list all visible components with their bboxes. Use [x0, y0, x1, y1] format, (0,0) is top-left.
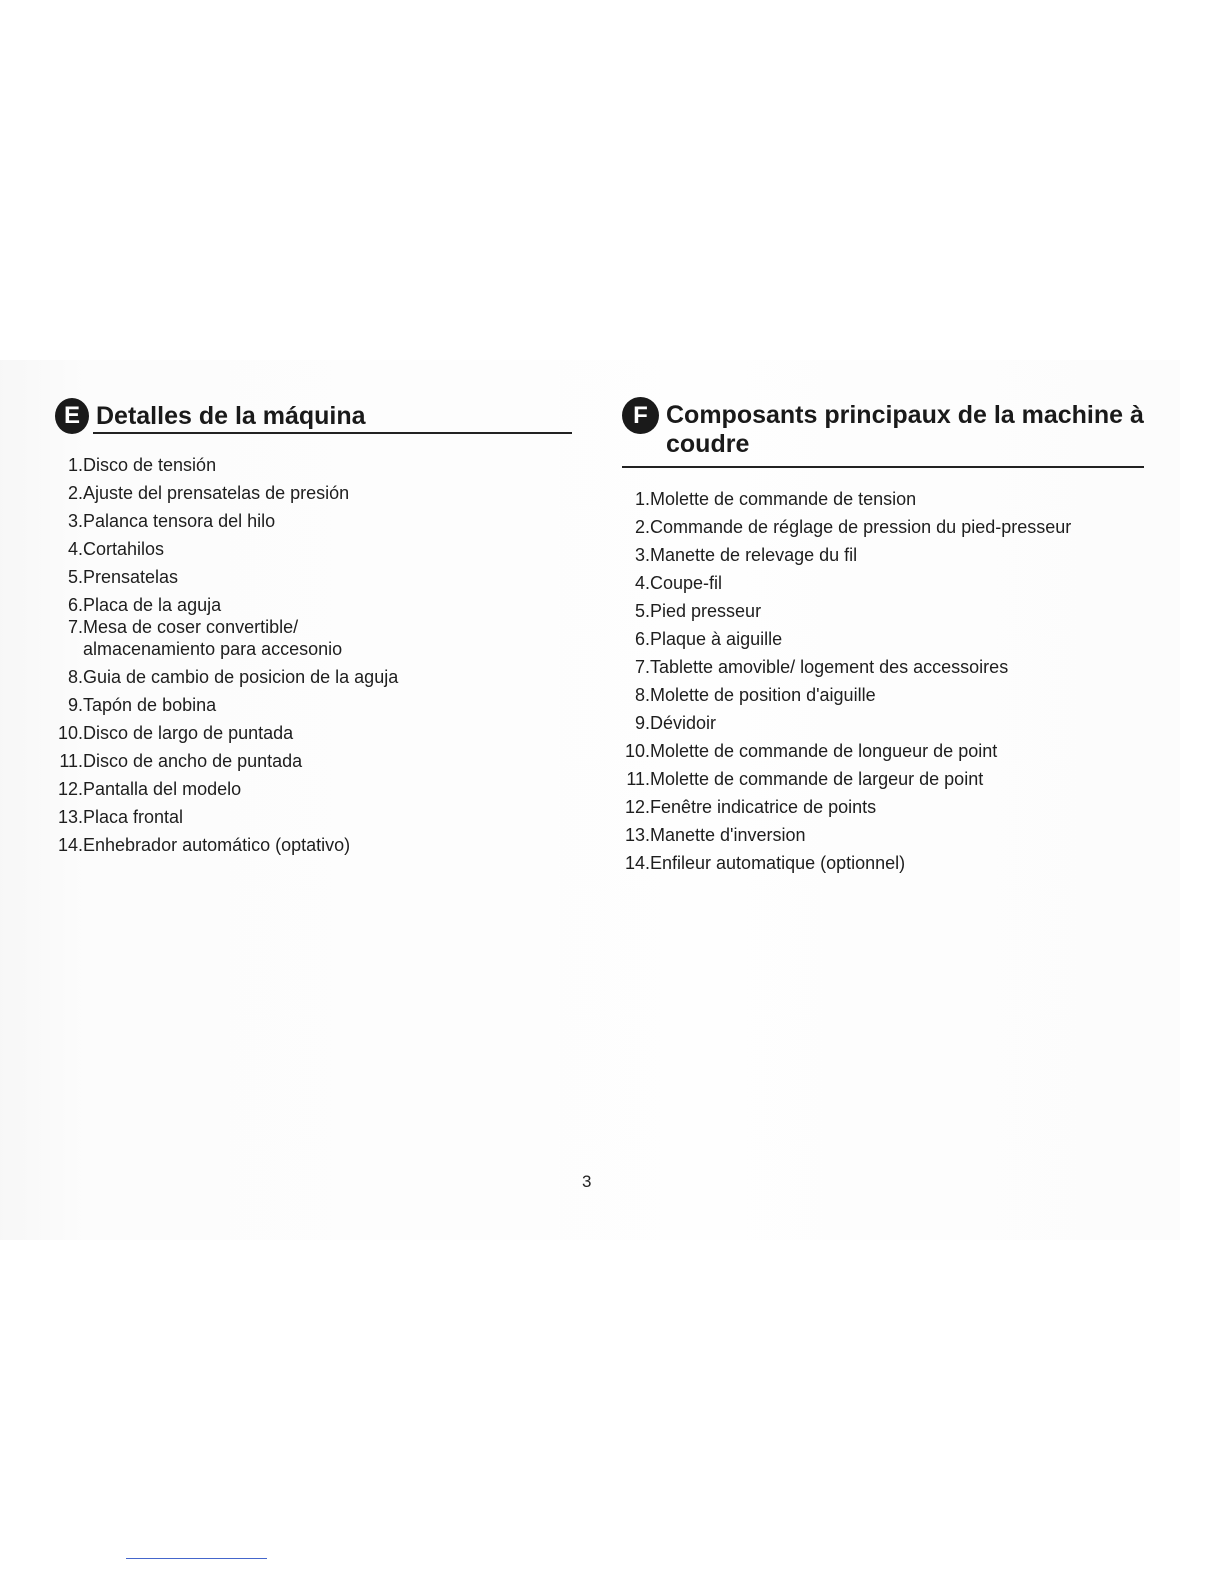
list-item: 12. Fenêtre indicatrice de points — [624, 797, 877, 817]
list-item: 13. Placa frontal — [57, 807, 184, 827]
section-title: Composants principaux de la machine à coudre — [666, 401, 1144, 458]
spanish-heading — [55, 398, 572, 434]
language-badge-e: E — [55, 398, 89, 434]
list-item: 13. Manette d'inversion — [624, 825, 806, 845]
list-item: 2. Ajuste del prensatelas de presión — [67, 483, 350, 503]
list-item: 5. Pied presseur — [634, 601, 762, 621]
list-item: 4. Coupe-fil — [634, 573, 723, 593]
list-item: 11. Molette de commande de largeur de point — [626, 769, 984, 789]
list-item: 1. Molette de commande de tension — [634, 489, 917, 509]
list-item: 8. Molette de position d'aiguille — [634, 685, 876, 705]
list-item: 14. Enfileur automatique (optionnel) — [624, 853, 906, 873]
list-item: 8. Guia de cambio de posicion de la aguja — [67, 667, 399, 687]
spanish-section — [55, 398, 572, 862]
list-item: 7. Mesa de coser convertible/ almacenamiento para accesonio — [67, 617, 343, 659]
section-title: Detalles de la máquina — [96, 402, 366, 430]
title-underline — [622, 466, 1144, 468]
french-heading — [622, 397, 1144, 459]
list-item: 10. Molette de commande de longueur de point — [624, 741, 998, 761]
list-item: 11. Disco de ancho de puntada — [59, 751, 303, 771]
list-item: 12. Pantalla del modelo — [57, 779, 242, 799]
list-item: 10. Disco de largo de puntada — [57, 723, 294, 743]
list-item: 1. Disco de tensión — [67, 455, 217, 475]
list-item: 4. Cortahilos — [67, 539, 165, 559]
title-underline — [93, 432, 572, 434]
list-item: 9. Tapón de bobina — [67, 695, 217, 715]
list-item: 14. Enhebrador automático (optativo) — [57, 835, 351, 855]
list-item: 3. Palanca tensora del hilo — [67, 511, 276, 531]
list-item: 6. Plaque à aiguille — [634, 629, 783, 649]
parts-list — [55, 454, 572, 862]
footnote-divider — [126, 1558, 267, 1559]
list-item: 6. Placa de la aguja — [67, 595, 222, 615]
list-item: 5. Prensatelas — [67, 567, 179, 587]
list-item: 3. Manette de relevage du fil — [634, 545, 858, 565]
french-section — [622, 397, 1144, 880]
parts-list — [622, 488, 1144, 880]
language-badge-f: F — [622, 397, 659, 434]
list-item: 2. Commande de réglage de pression du pied-presseur — [634, 517, 1072, 537]
page-number: 3 — [582, 1172, 592, 1191]
list-item: 7. Tablette amovible/ logement des accessoires — [634, 657, 1009, 677]
list-item: 9. Dévidoir — [634, 713, 717, 733]
